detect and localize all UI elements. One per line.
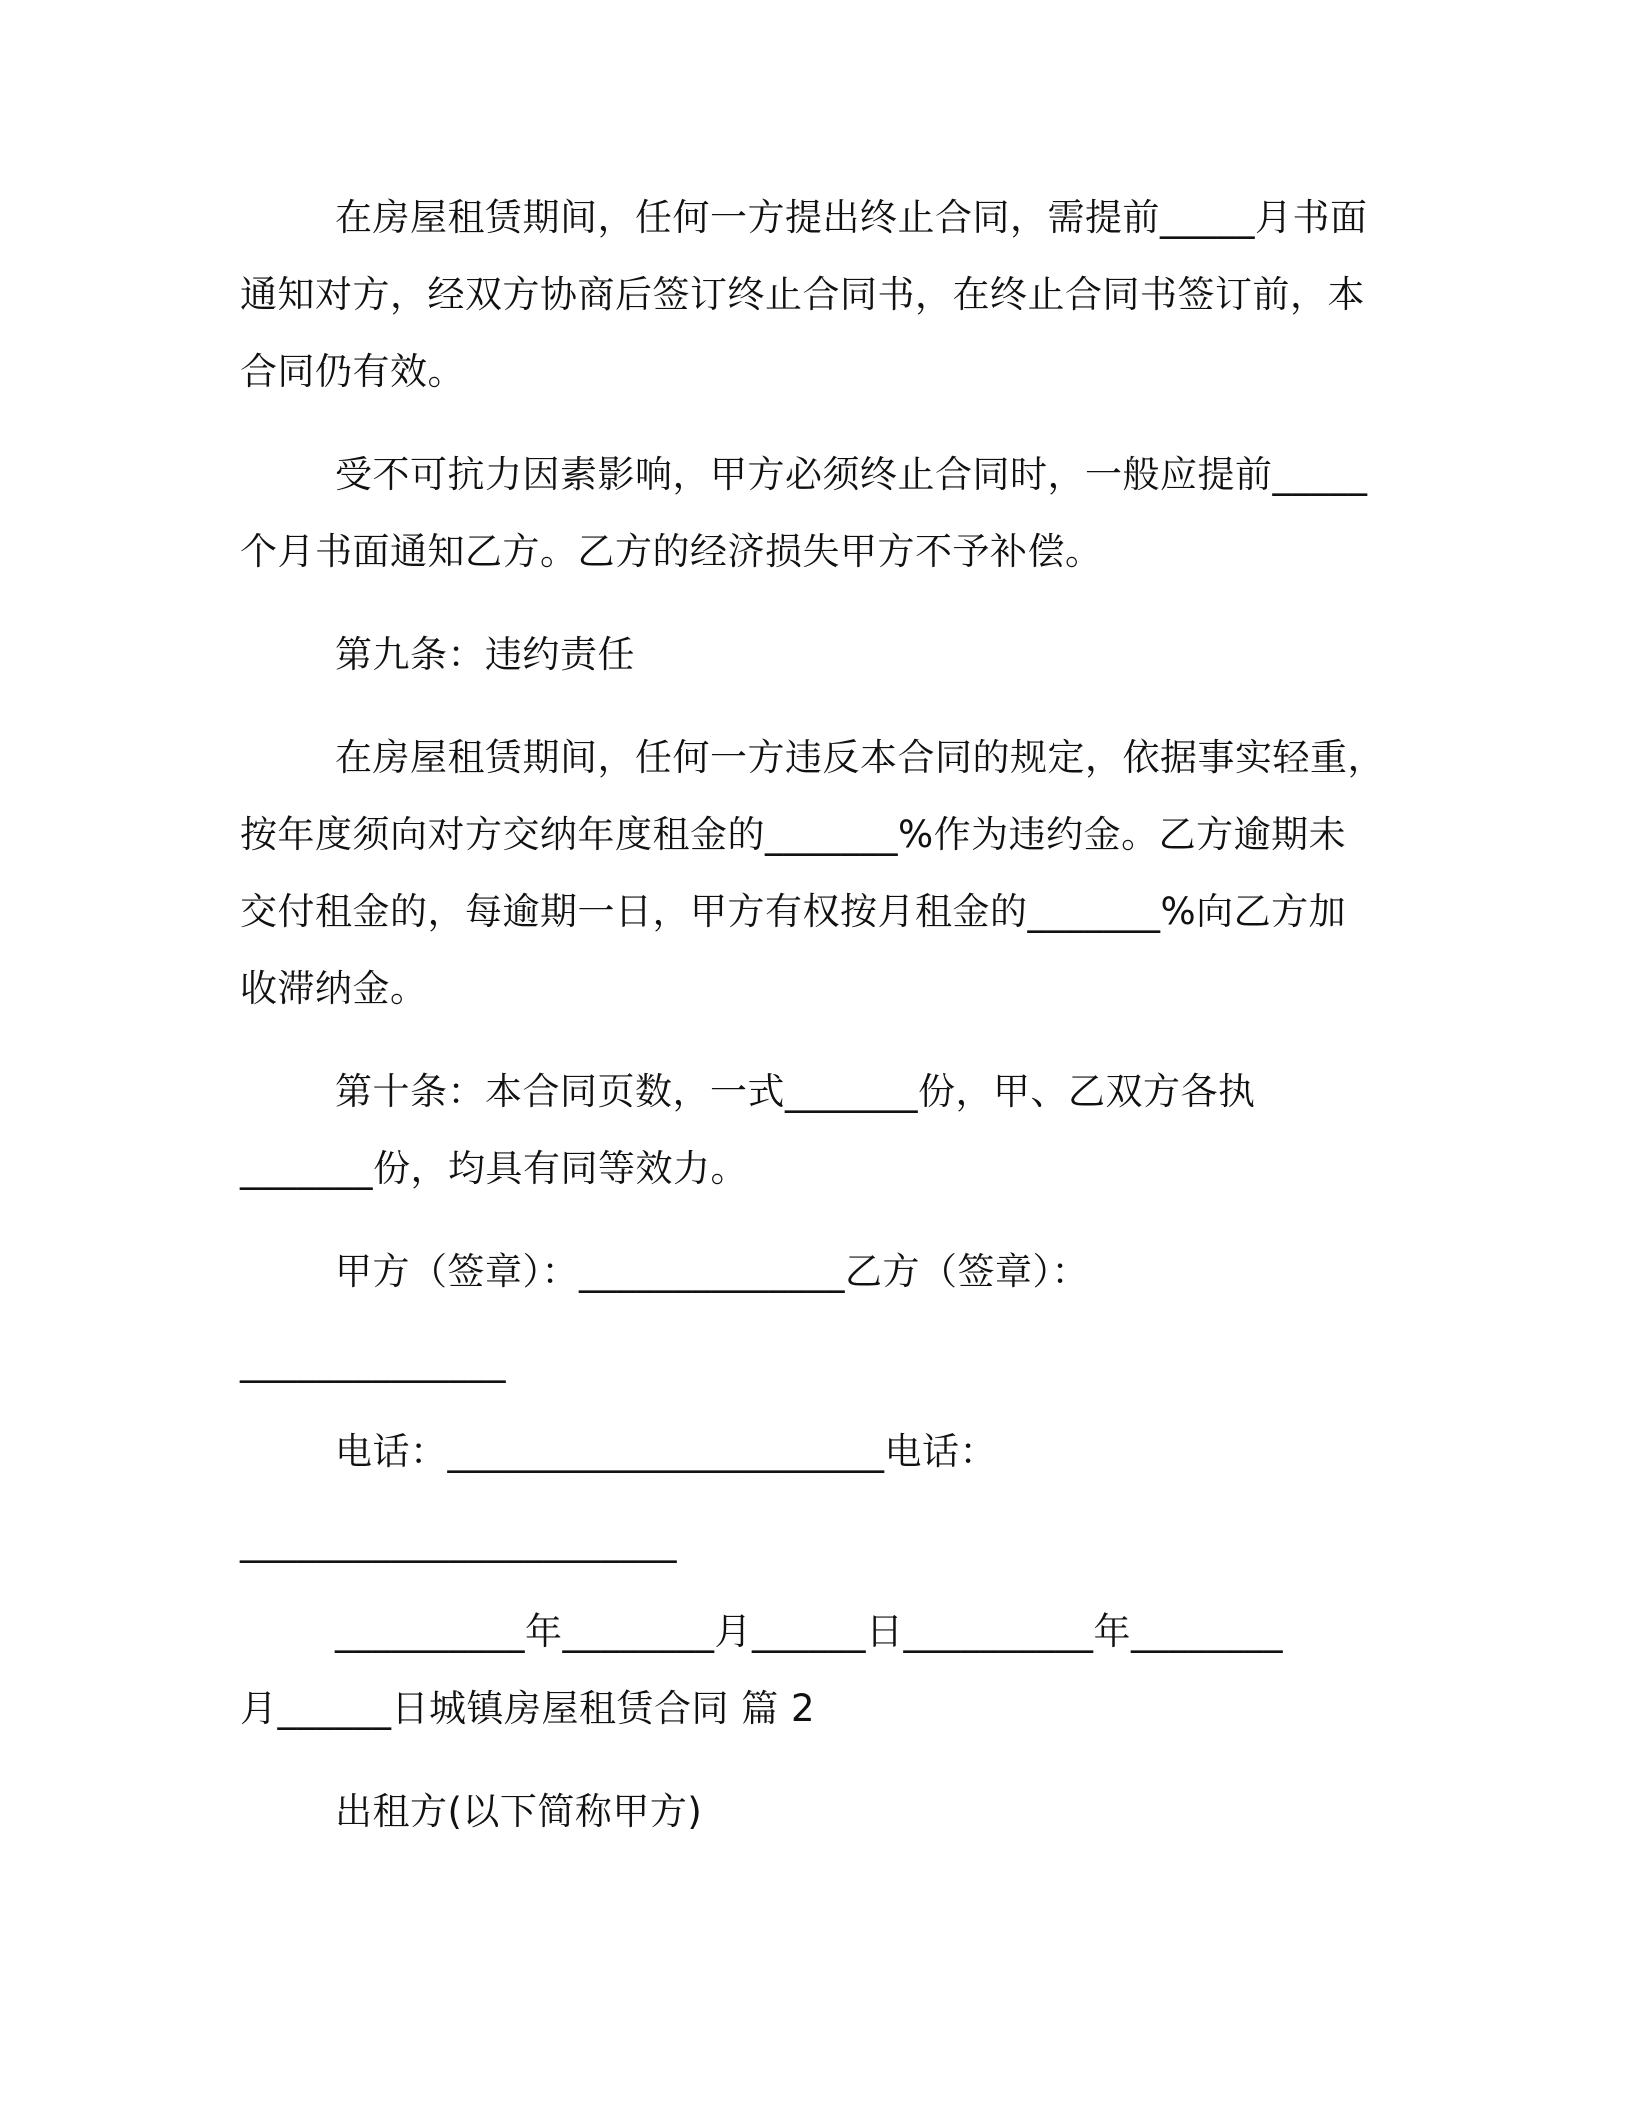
phone-line: 电话：_______________________电话：: [335, 1430, 997, 1473]
text-line: 通知对方，经双方协商后签订终止合同书，在终止合同书签订前，本: [240, 273, 1365, 316]
text-line: _______份，均具有同等效力。: [240, 1147, 748, 1190]
text-line: 第十条：本合同页数，一式_______份，甲、乙双方各执: [335, 1070, 1256, 1113]
section-heading: 第九条：违约责任: [335, 633, 635, 676]
text-line: 个月书面通知乙方。乙方的经济损失甲方不予补偿。: [240, 530, 1103, 573]
signature-blank: ______________: [240, 1340, 506, 1383]
text-line: 交付租金的，每逾期一日，甲方有权按月租金的_______%向乙方加: [240, 890, 1347, 933]
text-line: 按年度须向对方交纳年度租金的_______%作为违约金。乙方逾期未: [240, 813, 1347, 856]
text-line: 受不可抗力因素影响，甲方必须终止合同时，一般应提前_____: [335, 453, 1368, 496]
date-line: __________年________月______日__________年________: [335, 1610, 1283, 1653]
text-line: 收滞纳金。: [240, 967, 428, 1010]
date-line-continued: 月______日城镇房屋租赁合同 篇 2: [240, 1687, 816, 1730]
phone-blank: _______________________: [240, 1520, 677, 1563]
text-line: 出租方(以下简称甲方): [335, 1790, 703, 1833]
signature-line: 甲方（签章）：______________乙方（签章）：: [335, 1250, 1089, 1293]
text-line: 在房屋租赁期间，任何一方提出终止合同，需提前_____月书面: [335, 196, 1368, 239]
text-line: 在房屋租赁期间，任何一方违反本合同的规定，依据事实轻重，: [335, 736, 1385, 779]
text-line: 合同仍有效。: [240, 350, 465, 393]
